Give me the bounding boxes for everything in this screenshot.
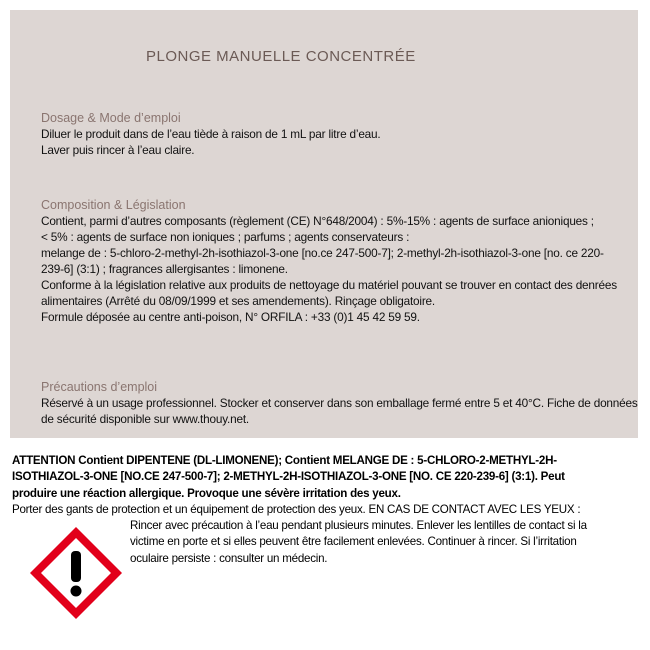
product-title: PLONGE MANUELLE CONCENTRÉE	[146, 48, 416, 65]
hazard-bold-line: ATTENTION Contient DIPENTENE (DL-LIMONENE); Contient MELANGE DE : 5-CHLORO-2-METHYL-2H-	[12, 454, 557, 467]
dosage-line: Diluer le produit dans de l’eau tiède à raison de 1 mL par litre d’eau.	[41, 127, 381, 141]
precaution-statement-line: oculaire persiste : consulter un médecin.	[130, 551, 328, 565]
precaution-statement-line: Porter des gants de protection et un équipement de protection des yeux. EN CAS DE CONTACT AVEC LES YEUX :	[12, 502, 581, 516]
precautions-line: Réservé à un usage professionnel. Stocker et conserver dans son emballage fermé entre 5 et 40°C. Fiche de données	[41, 396, 638, 410]
composition-line: Contient, parmi d’autres composants (règlement (CE) N°648/2004) : 5%-15% : agents de surface anioniques ;	[41, 214, 594, 228]
composition-line: melange de : 5-chloro-2-methyl-2h-isothiazol-3-one [no.ce 247-500-7]; 2-methyl-2h-isothiazol-3-one [no. ce 220-	[41, 246, 604, 260]
composition-heading: Composition & Législation	[41, 198, 186, 212]
composition-line: Formule déposée au centre anti-poison, N° ORFILA : +33 (0)1 45 42 59 59.	[41, 310, 420, 324]
precaution-statement-line: Rincer avec précaution à l’eau pendant plusieurs minutes. Enlever les lentilles de contact si la	[130, 519, 587, 533]
composition-line: alimentaires (Arrêté du 08/09/1999 et ses amendements). Rinçage obligatoire.	[41, 294, 435, 308]
precautions-heading: Précautions d’emploi	[41, 380, 158, 394]
composition-text	[41, 213, 641, 325]
ghs-exclamation-icon	[27, 524, 125, 622]
hazard-bold-line: ISOTHIAZOL-3-ONE [NO.CE 247-500-7]; 2-METHYL-2H-ISOTHIAZOL-3-ONE [NO. CE 220-239-6] (3:1). Peut	[12, 470, 565, 484]
dosage-line: Laver puis rincer à l’eau claire.	[41, 143, 195, 157]
precaution-statement-line: victime en porte et si elles peuvent être facilement enlevées. Continuer à rincer. Si l’irritation	[130, 535, 577, 549]
composition-line: Conforme à la législation relative aux produits de nettoyage du matériel pouvant se trouver en contact des denrées	[41, 278, 617, 292]
composition-section	[41, 197, 641, 325]
precautions-line: de sécurité disponible sur www.thouy.net.	[41, 412, 249, 426]
composition-line: 239-6] (3:1) ; fragrances allergisantes : limonene.	[41, 262, 288, 276]
dosage-section	[41, 110, 641, 158]
precautions-text	[41, 395, 641, 427]
dosage-heading: Dosage & Mode d’emploi	[41, 111, 181, 125]
composition-line: < 5% : agents de surface non ioniques ; parfums ; agents conservateurs :	[41, 230, 410, 244]
precautions-section	[41, 379, 641, 427]
product-info-panel	[10, 10, 638, 438]
hazard-bold-line: produire une réaction allergique. Provoque une sévère irritation des yeux.	[12, 486, 401, 500]
dosage-text	[41, 126, 641, 158]
